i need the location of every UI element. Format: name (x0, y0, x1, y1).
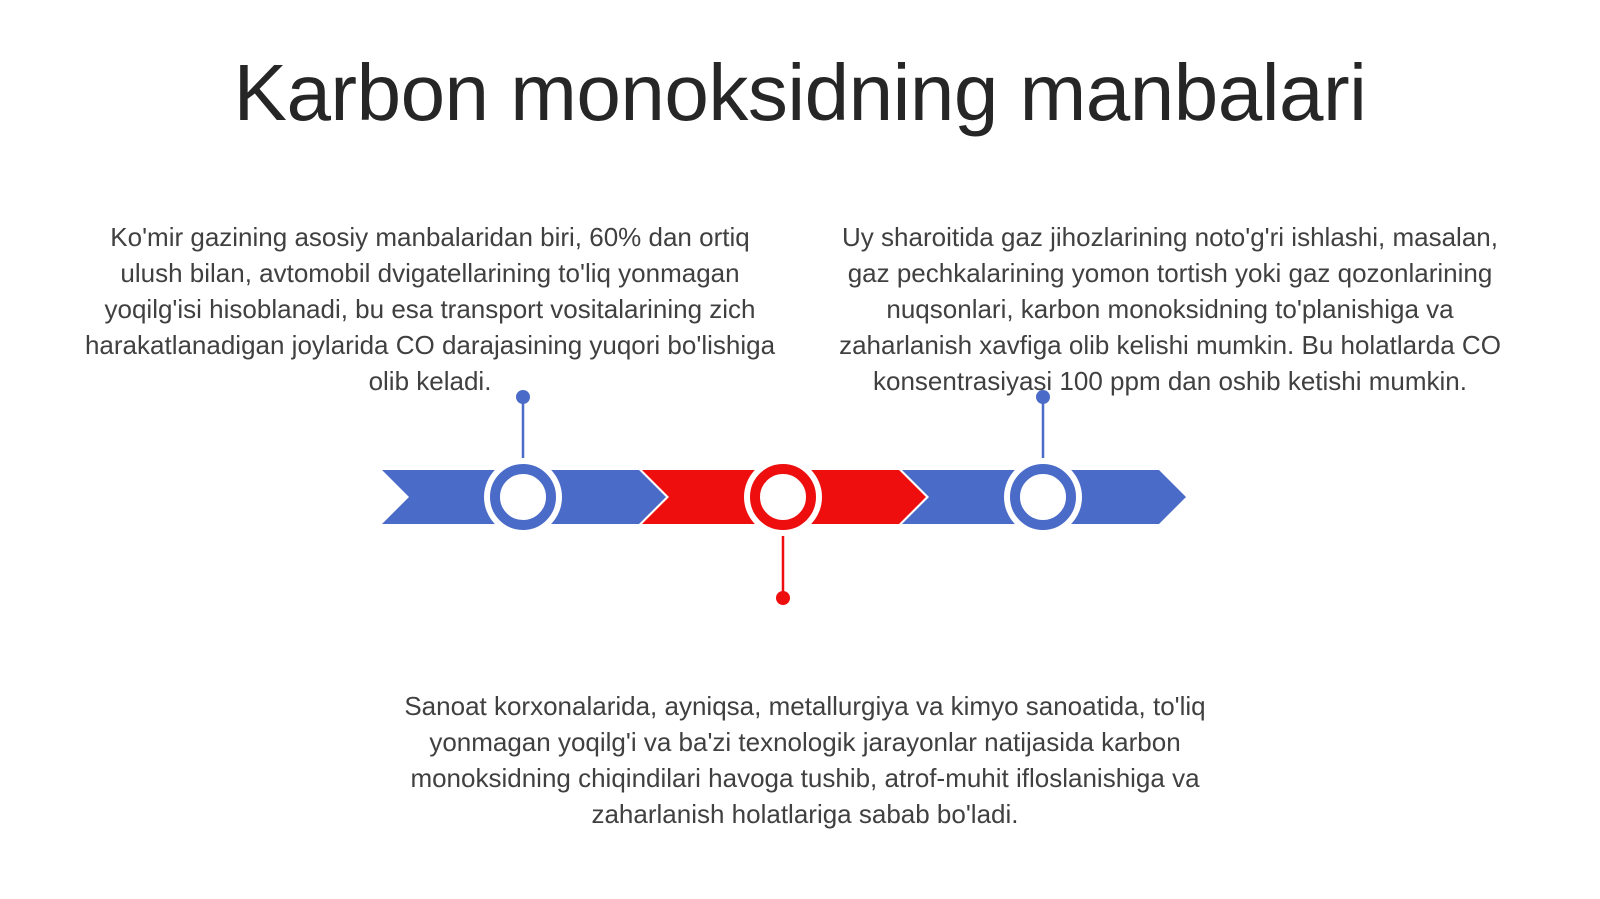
milestone-2-dot (776, 591, 790, 605)
milestone-2-ring[interactable] (755, 469, 811, 525)
milestone-3-ring[interactable] (1015, 469, 1071, 525)
milestone-1-ring[interactable] (495, 469, 551, 525)
milestone-2-description: Sanoat korxonalarida, ayniqsa, metallurgiya va kimyo sanoatida, to'liq yonmagan yoqilg'i va ba'zi texnologik jarayonlar natijasida karbon monoksidning chiqindilari havoga tushib, atrof-muhit ifloslanishiga va zaharlanish holatlariga sabab bo'ladi. (404, 691, 1206, 829)
milestone-1-description: Ko'mir gazining asosiy manbalaridan biri, 60% dan ortiq ulush bilan, avtomobil dvigatellarining to'liq yonmagan yoqilg'isi hisoblanadi, bu esa transport vositalarining zich harakatlanadigan joylarida CO darajasining yuqori bo'lishiga olib keladi. (84, 222, 776, 396)
slide-title: Karbon monoksidning manbalari (233, 48, 1367, 137)
milestone-3-description: Uy sharoitida gaz jihozlarining noto'g'ri ishlashi, masalan, gaz pechkalarining yomon tortish yoki gaz qozonlarining nuqsonlari, karbon monoksidning to'planishiga va zaharlanish xavfiga olib kelishi mumkin. Bu holatlarda CO konsentrasiyasi 100 ppm dan oshib ketishi mumkin. (839, 222, 1501, 396)
